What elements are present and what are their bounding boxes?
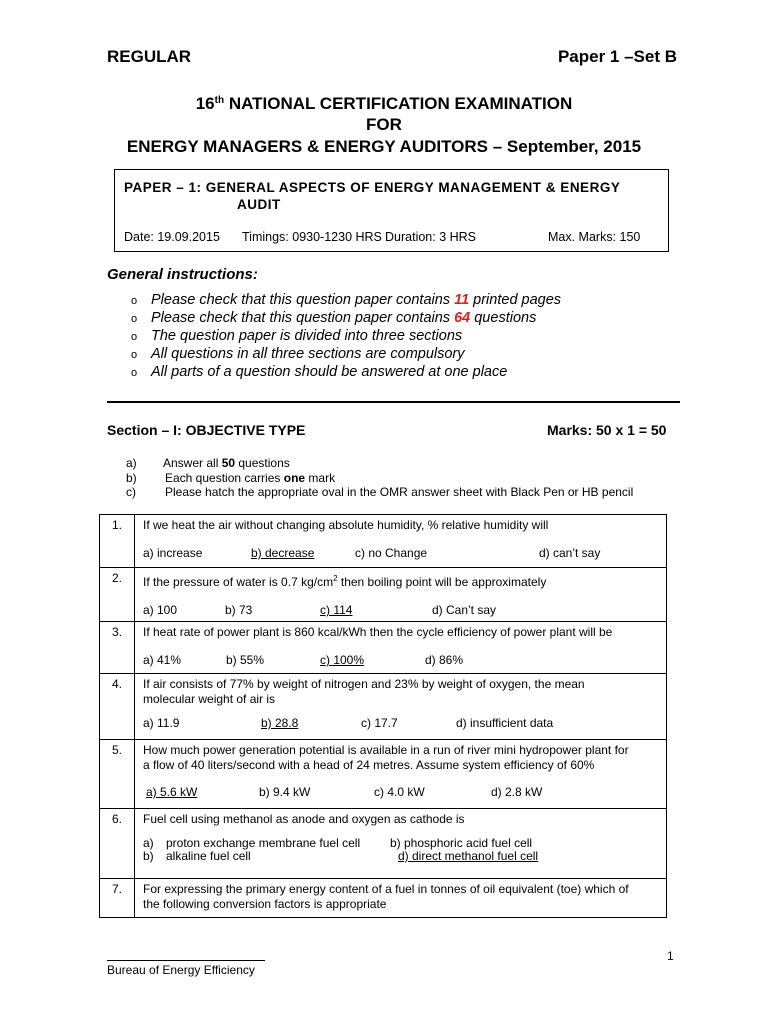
section-instruction: b) Each question carries one mark [126, 471, 336, 485]
exam-title-line1: 16th NATIONAL CERTIFICATION EXAMINATION [195, 94, 573, 113]
paper-title: PAPER – 1: GENERAL ASPECTS OF ENERGY MANAGEMENT & ENERGY [124, 180, 621, 195]
bullet-icon: o [131, 367, 138, 379]
option-label: b) [143, 849, 154, 863]
header-set-type: REGULAR [107, 47, 192, 66]
option-correct: c) 114 [320, 603, 353, 617]
option: c) no Change [355, 546, 428, 560]
instruction-item: o Please check that this question paper contains 11 printed pages [131, 292, 562, 308]
paper-title-cont: AUDIT [237, 197, 281, 212]
question-row [100, 568, 667, 622]
option: c) 4.0 kW [374, 785, 425, 799]
option-correct: d) direct methanol fuel cell [398, 849, 539, 863]
bullet-icon: o [131, 313, 138, 325]
exam-title-line3: ENERGY MANAGERS & ENERGY AUDITORS – September, 2015 [126, 137, 642, 156]
option-correct: b) 28.8 [261, 716, 299, 730]
question-text: If we heat the air without changing absolute humidity, % relative humidity will [143, 518, 549, 532]
option: b) phosphoric acid fuel cell [390, 836, 533, 850]
option: d) 86% [425, 653, 464, 667]
option-label: a) [143, 836, 154, 850]
page-count-highlight: 11 [454, 292, 470, 308]
option: a) 11.9 [143, 716, 180, 730]
page-number: 1 [667, 949, 674, 963]
bullet-icon: o [131, 295, 138, 307]
paper-info-box [114, 169, 669, 252]
option: b) 73 [225, 603, 253, 617]
option: d) insufficient data [456, 716, 554, 730]
option: d) Can’t say [432, 603, 497, 617]
option: a) 100 [143, 603, 178, 617]
footer-organization: Bureau of Energy Efficiency [107, 963, 255, 977]
question-row [100, 740, 667, 809]
section-instruction: c) Please hatch the appropriate oval in the OMR answer sheet with Black Pen or HB pencil [126, 485, 634, 499]
section-title: Section – I: OBJECTIVE TYPE [107, 422, 306, 438]
instruction-item: o All parts of a question should be answered at one place [131, 364, 508, 380]
question-row [100, 809, 667, 879]
exam-title-line2: FOR [366, 115, 402, 134]
question-text: If the pressure of water is 0.7 $kg/cm^2$ then boiling point will be approximately [143, 574, 547, 589]
option: d) can’t say [539, 546, 601, 560]
question-number: 6. [100, 809, 135, 879]
question-row [100, 879, 667, 918]
question-count-highlight: 64 [454, 310, 471, 326]
question-number: 4. [100, 674, 135, 740]
exam-max-marks: Max. Marks: 150 [548, 230, 641, 244]
question-text: How much power generation potential is available in a run of river mini hydropower plant for a flow of 40 liters/second with a head of 24 metres. Assume system efficiency of 60% [143, 743, 629, 772]
question-text: Fuel cell using methanol as anode and oxygen as cathode is [143, 812, 465, 826]
question-row [100, 515, 667, 568]
exam-date: Date: 19.09.2015 [124, 230, 220, 244]
option: c) 17.7 [361, 716, 398, 730]
option-correct: b) decrease [251, 546, 315, 560]
bullet-icon: o [131, 349, 138, 361]
option-correct: a) 5.6 kW [146, 785, 198, 799]
question-number: 3. [100, 622, 135, 674]
option: alkaline fuel cell [166, 849, 251, 863]
instruction-item: o All questions in all three sections are compulsory [131, 346, 465, 362]
instruction-item: o The question paper is divided into three sections [131, 328, 463, 344]
question-number: 7. [100, 879, 135, 918]
questions-table [99, 514, 667, 918]
option: a) increase [143, 546, 203, 560]
section-marks: Marks: 50 x 1 = 50 [547, 422, 667, 438]
question-row [100, 622, 667, 674]
question-text: If heat rate of power plant is 860 kcal/kWh then the cycle efficiency of power plant will be [143, 625, 613, 639]
option: a) 41% [143, 653, 182, 667]
general-instructions-heading: General instructions: [107, 266, 258, 283]
option: b) 55% [226, 653, 265, 667]
question-text: For expressing the primary energy content of a fuel in tonnes of oil equivalent (toe) which of the following conversion factors is appropriate [143, 882, 629, 911]
section-instruction: a) Answer all 50 questions [126, 456, 290, 470]
option: d) 2.8 kW [491, 785, 543, 799]
question-number: 2. [100, 568, 135, 622]
exam-timings: Timings: 0930-1230 HRS [242, 230, 382, 244]
bullet-icon: o [131, 331, 138, 343]
question-number: 1. [100, 515, 135, 568]
option-correct: c) 100% [320, 653, 365, 667]
instruction-item: o Please check that this question paper contains 64 questions [131, 310, 537, 326]
option: b) 9.4 kW [259, 785, 311, 799]
question-row [100, 674, 667, 740]
divider [107, 401, 680, 403]
question-number: 5. [100, 740, 135, 809]
exam-duration: Duration: 3 HRS [385, 230, 477, 244]
option: proton exchange membrane fuel cell [166, 836, 361, 850]
footer-divider [107, 960, 265, 961]
header-paper-set: Paper 1 –Set B [557, 47, 677, 66]
question-text: If air consists of 77% by weight of nitrogen and 23% by weight of oxygen, the mean molecular weight of air is [143, 677, 585, 706]
